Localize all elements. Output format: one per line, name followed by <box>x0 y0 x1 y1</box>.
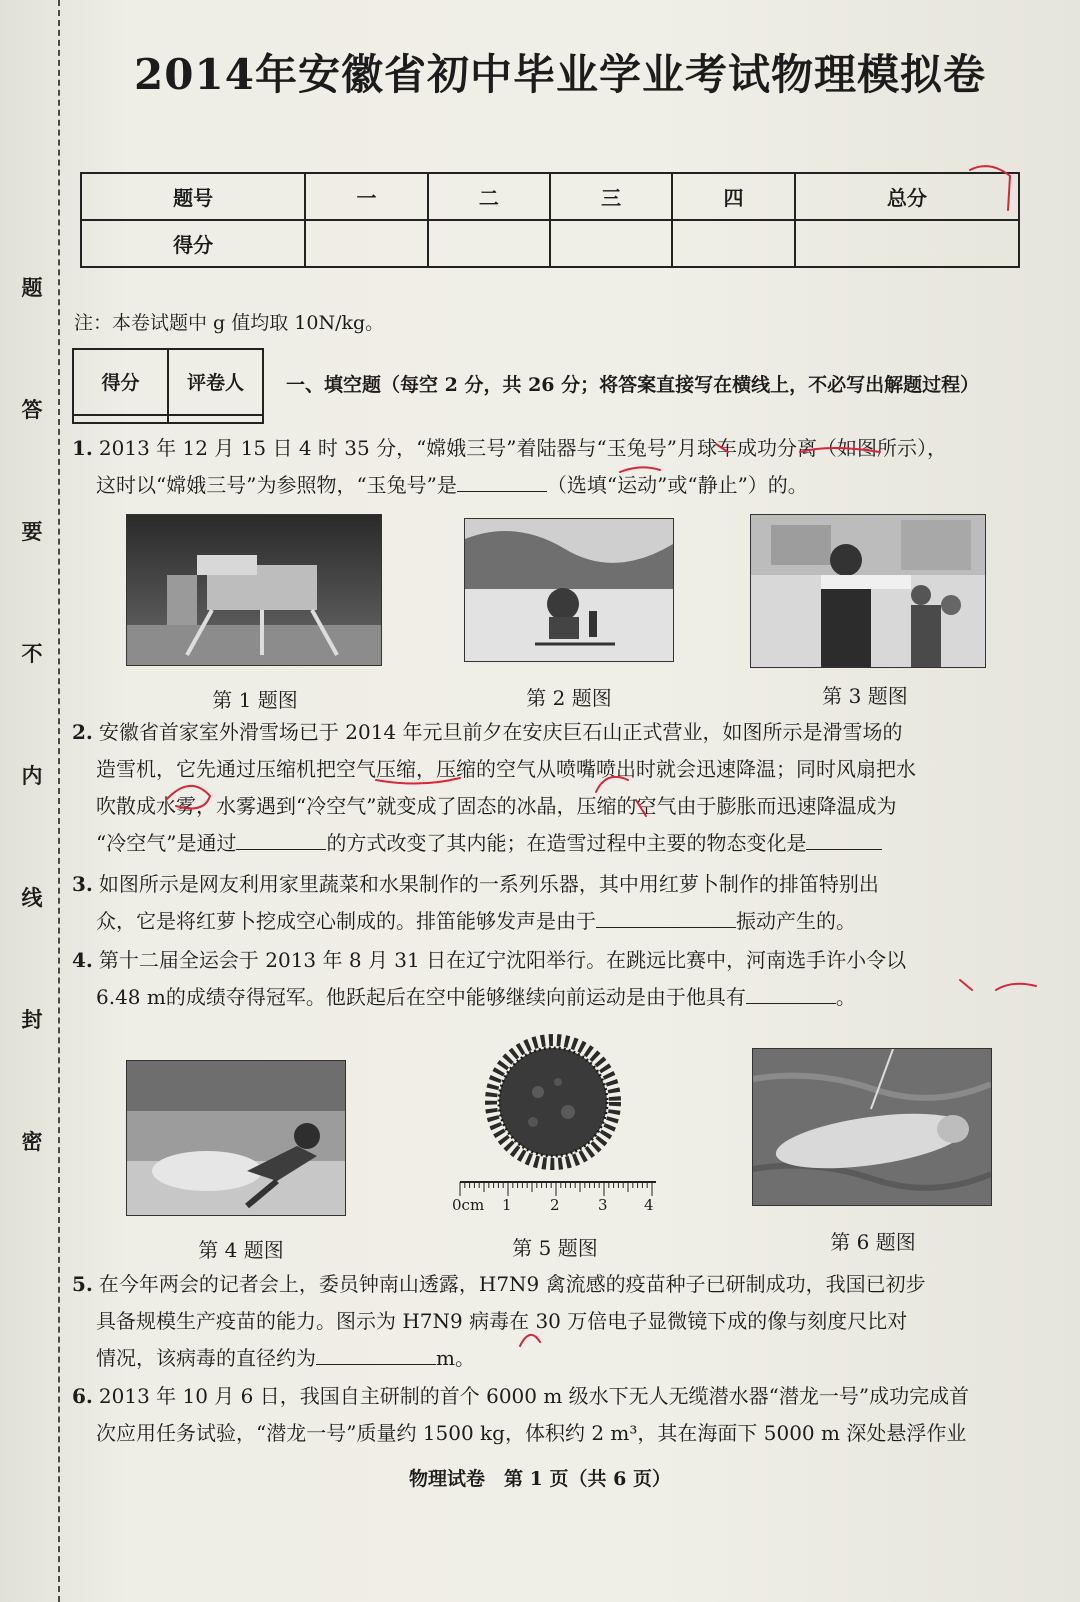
ruler-label-4: 4 <box>644 1196 654 1214</box>
figure-5-caption: 第 5 题图 <box>512 1236 598 1260</box>
figure-2-caption: 第 2 题图 <box>526 686 612 710</box>
binding-char: 不 <box>21 641 43 666</box>
question-text: 次应用任务试验，“潜龙一号”质量约 1500 kg，体积约 2 m³，其在海面下 5000 m 深处悬浮作业 <box>96 1421 967 1445</box>
ruler-label-1: 1 <box>502 1196 512 1214</box>
exam-note: 注：本卷试题中 g 值均取 10N/kg。 <box>74 312 385 334</box>
binding-char: 题 <box>21 275 43 300</box>
question-number: 4. <box>72 948 93 972</box>
question-text: 2013 年 10 月 6 日，我国自主研制的首个 6000 m 级水下无人无缆潜水器“潜龙一号”成功完成首 <box>98 1384 970 1408</box>
score-header-cell: 四 <box>672 173 794 220</box>
figure-6-caption: 第 6 题图 <box>830 1230 916 1254</box>
ruler-label-2: 2 <box>550 1196 560 1214</box>
question-text: 吹散成水雾，水雾遇到“冷空气”就变成了固态的冰晶，压缩的空气由于膨胀而迅速降温成为 <box>96 794 897 818</box>
question-number: 6. <box>72 1384 93 1408</box>
figure-3-caption: 第 3 题图 <box>822 684 908 708</box>
figure-1-caption: 第 1 题图 <box>212 688 298 712</box>
score-header-cell: 一 <box>305 173 427 220</box>
ruler-label-0: 0cm <box>452 1196 485 1214</box>
question-number: 2. <box>72 720 93 744</box>
figure-4-caption: 第 4 题图 <box>198 1238 284 1262</box>
ruler-label-3: 3 <box>598 1196 608 1214</box>
binding-char: 要 <box>21 519 43 544</box>
question-number: 3. <box>72 872 93 896</box>
question-text: 如图所示是网友利用家里蔬菜和水果制作的一系列乐器，其中用红萝卜制作的排笛特别出 <box>98 872 879 896</box>
grader-score-label: 得分 <box>73 349 168 415</box>
question-text: 造雪机，它先通过压缩机把空气压缩，压缩的空气从喷嘴喷出时就会迅速降温；同时风扇把水 <box>96 757 916 781</box>
score-header-cell: 三 <box>550 173 672 220</box>
question-text: 第十二届全运会于 2013 年 8 月 31 日在辽宁沈阳举行。在跳远比赛中，河南选手许小令以 <box>98 948 907 972</box>
question-text: 。 <box>835 985 856 1009</box>
page-footer: 物理试卷 第 1 页（共 6 页） <box>409 1468 671 1490</box>
question-number: 5. <box>72 1272 93 1296</box>
exam-title: 2014年安徽省初中毕业学业考试物理模拟卷 <box>134 50 986 99</box>
question-number: 1. <box>72 436 93 460</box>
binding-char: 密 <box>21 1129 43 1154</box>
binding-char: 答 <box>21 397 43 422</box>
score-header-cell: 总分 <box>795 173 1019 220</box>
question-text: 安徽省首家室外滑雪场已于 2014 年元旦前夕在安庆巨石山正式营业，如图所示是滑雪场的 <box>98 720 903 744</box>
question-text: 情况，该病毒的直径约为 <box>96 1346 316 1370</box>
question-text: 这时以“嫦娥三号”为参照物，“玉兔号”是 <box>96 473 457 497</box>
question-text: 具备规模生产疫苗的能力。图示为 H7N9 病毒在 30 万倍电子显微镜下成的像与刻度尺比对 <box>96 1309 908 1333</box>
question-text: “冷空气”是通过 <box>96 831 237 855</box>
binding-char: 线 <box>21 885 43 910</box>
binding-char: 封 <box>21 1007 43 1032</box>
score-header-cell: 题号 <box>81 173 305 220</box>
section-heading-fill-blank: 一、填空题（每空 2 分，共 26 分；将答案直接写在横线上，不必写出解题过程） <box>286 374 980 396</box>
question-text: 振动产生的。 <box>736 909 856 933</box>
question-text: 的方式改变了其内能；在造雪过程中主要的物态变化是 <box>326 831 807 855</box>
grader-name-label: 评卷人 <box>168 349 263 415</box>
binding-char: 内 <box>21 763 43 788</box>
score-header-cell: 二 <box>428 173 550 220</box>
question-text: 在今年两会的记者会上，委员钟南山透露，H7N9 禽流感的疫苗种子已研制成功，我国已初步 <box>98 1272 926 1296</box>
question-text: 众，它是将红萝卜挖成空心制成的。排笛能够发声是由于 <box>96 909 596 933</box>
score-row-label: 得分 <box>81 220 305 267</box>
question-text: 6.48 m的成绩夺得冠军。他跃起后在空中能够继续向前运动是由于他具有 <box>96 985 746 1009</box>
question-text: 2013 年 12 月 15 日 4 时 35 分，“嫦娥三号”着陆器与“玉兔号”月球车成功分离（如图所示）， <box>98 436 947 460</box>
question-text: m。 <box>436 1346 475 1370</box>
question-text: （选填“运动”或“静止”）的。 <box>546 473 808 497</box>
